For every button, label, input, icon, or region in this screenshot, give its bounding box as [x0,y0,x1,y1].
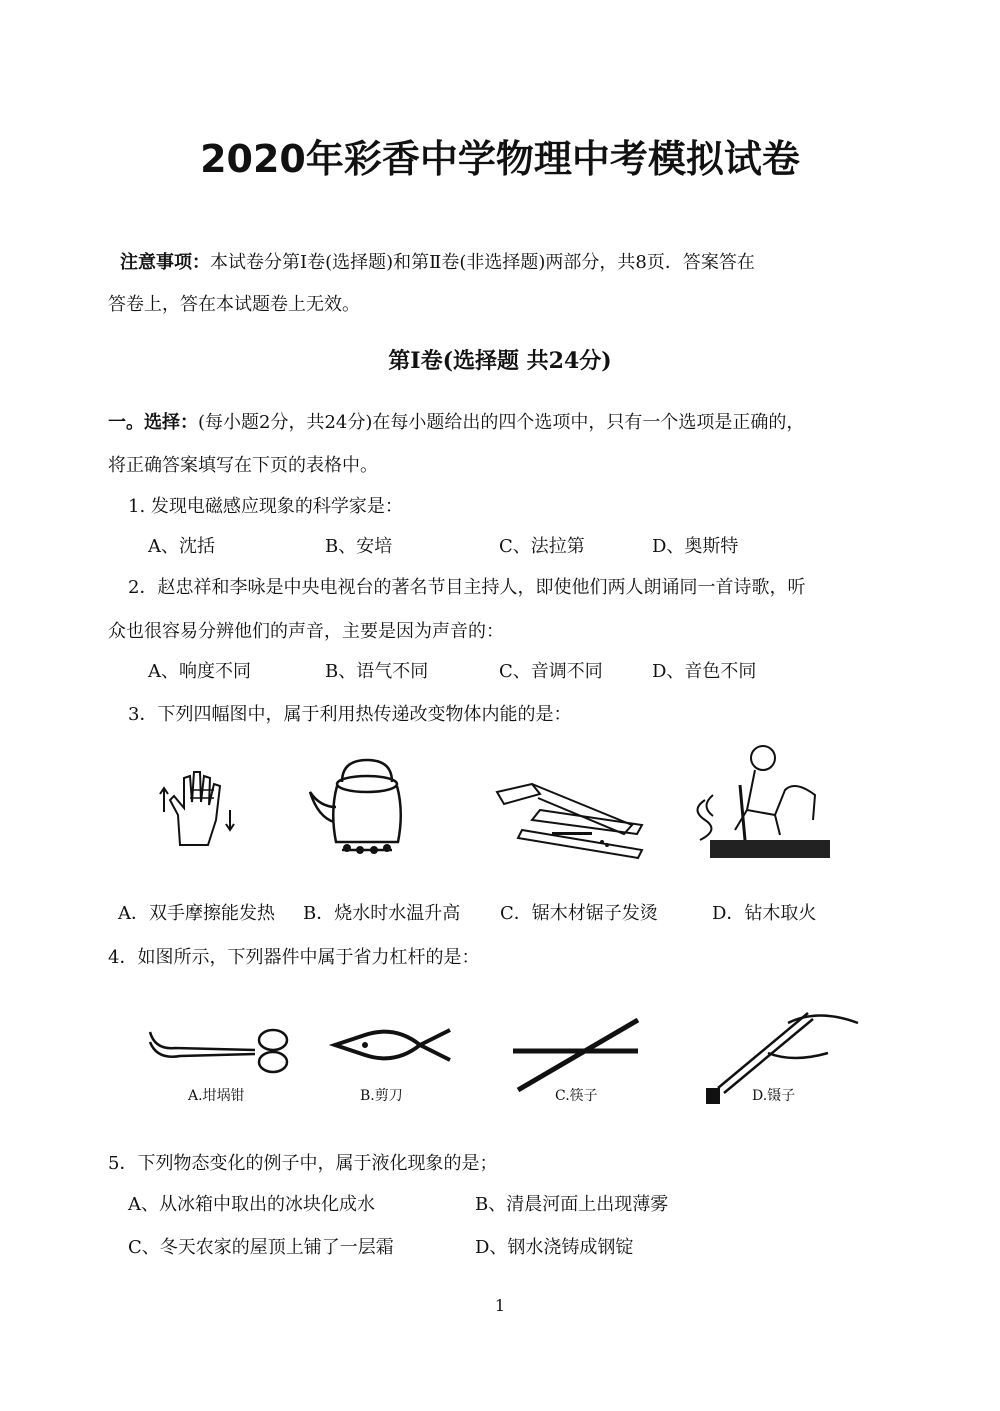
exam-title: 2020年彩香中学物理中考模拟试卷 [200,137,800,181]
q4-stem: 4．如图所示，下列器件中属于省力杠杆的是： [108,947,480,968]
q3-option-a: A．双手摩擦能发热 [118,903,275,924]
q2-stem-2: 众也很容易分辨他们的声音，主要是因为声音的： [108,621,504,642]
q1-option-d: D、奥斯特 [652,536,739,557]
part-instruction-1 [108,412,804,434]
part-text-1: (每小题2分，共24分)在每小题给出的四个选项中，只有一个选项是正确的， [198,412,805,433]
kettle-figure [302,752,432,862]
drilling-fire-figure [685,740,835,865]
q3-option-b: B．烧水时水温升高 [303,903,461,924]
notice-label: 注意事项： [120,252,210,273]
q4-caption-c: C.筷子 [555,1088,598,1104]
part-instruction-2: 将正确答案填写在下页的表格中。 [108,455,378,476]
q5-option-c: C、冬天农家的屋顶上铺了一层霜 [128,1237,394,1258]
crucible-tongs-figure [145,1020,305,1075]
q3-stem: 3．下列四幅图中，属于利用热传递改变物体内能的是： [128,704,572,725]
q5-option-b: B、清晨河面上出现薄雾 [475,1194,669,1215]
q1-stem: 1. 发现电磁感应现象的科学家是： [128,496,403,517]
notice-text-1: 本试卷分第Ⅰ卷(选择题)和第Ⅱ卷(非选择题)两部分，共8页．答案答在 [210,252,755,273]
q2-stem-1: 2．赵忠祥和李咏是中央电视台的著名节目主持人，即使他们两人朗诵同一首诗歌，听 [128,577,806,598]
q2-option-b: B、语气不同 [325,661,429,682]
q3-option-d: D．钻木取火 [712,903,817,924]
q2-option-d: D、音色不同 [652,661,757,682]
q2-option-a: A、响度不同 [148,661,251,682]
q3-option-c: C．锯木材锯子发烫 [500,903,658,924]
notice-line-2: 答卷上，答在本试题卷上无效。 [108,294,360,315]
q1-option-b: B、安培 [325,536,393,557]
section-title: 第Ⅰ卷(选择题 共24分) [388,348,612,374]
notice-line-1 [120,252,755,274]
q2-option-c: C、音调不同 [499,661,603,682]
page-number: 1 [494,1296,506,1315]
sawing-wood-figure [492,770,647,860]
scissors-figure [325,1020,465,1075]
q5-stem: 5．下列物态变化的例子中，属于液化现象的是； [108,1153,498,1174]
q5-option-a: A、从冰箱中取出的冰块化成水 [128,1194,375,1215]
q4-caption-d: D.镊子 [752,1088,796,1104]
q1-option-a: A、沈括 [148,536,215,557]
q5-option-d: D、钢水浇铸成钢锭 [475,1237,634,1258]
q1-option-c: C、法拉第 [499,536,585,557]
hands-rubbing-figure [150,760,245,855]
q4-caption-b: B.剪刀 [360,1088,403,1104]
q4-caption-a: A.坩埚钳 [188,1088,245,1104]
part-label: 一。选择： [108,412,198,433]
chopsticks-figure [508,1015,643,1095]
